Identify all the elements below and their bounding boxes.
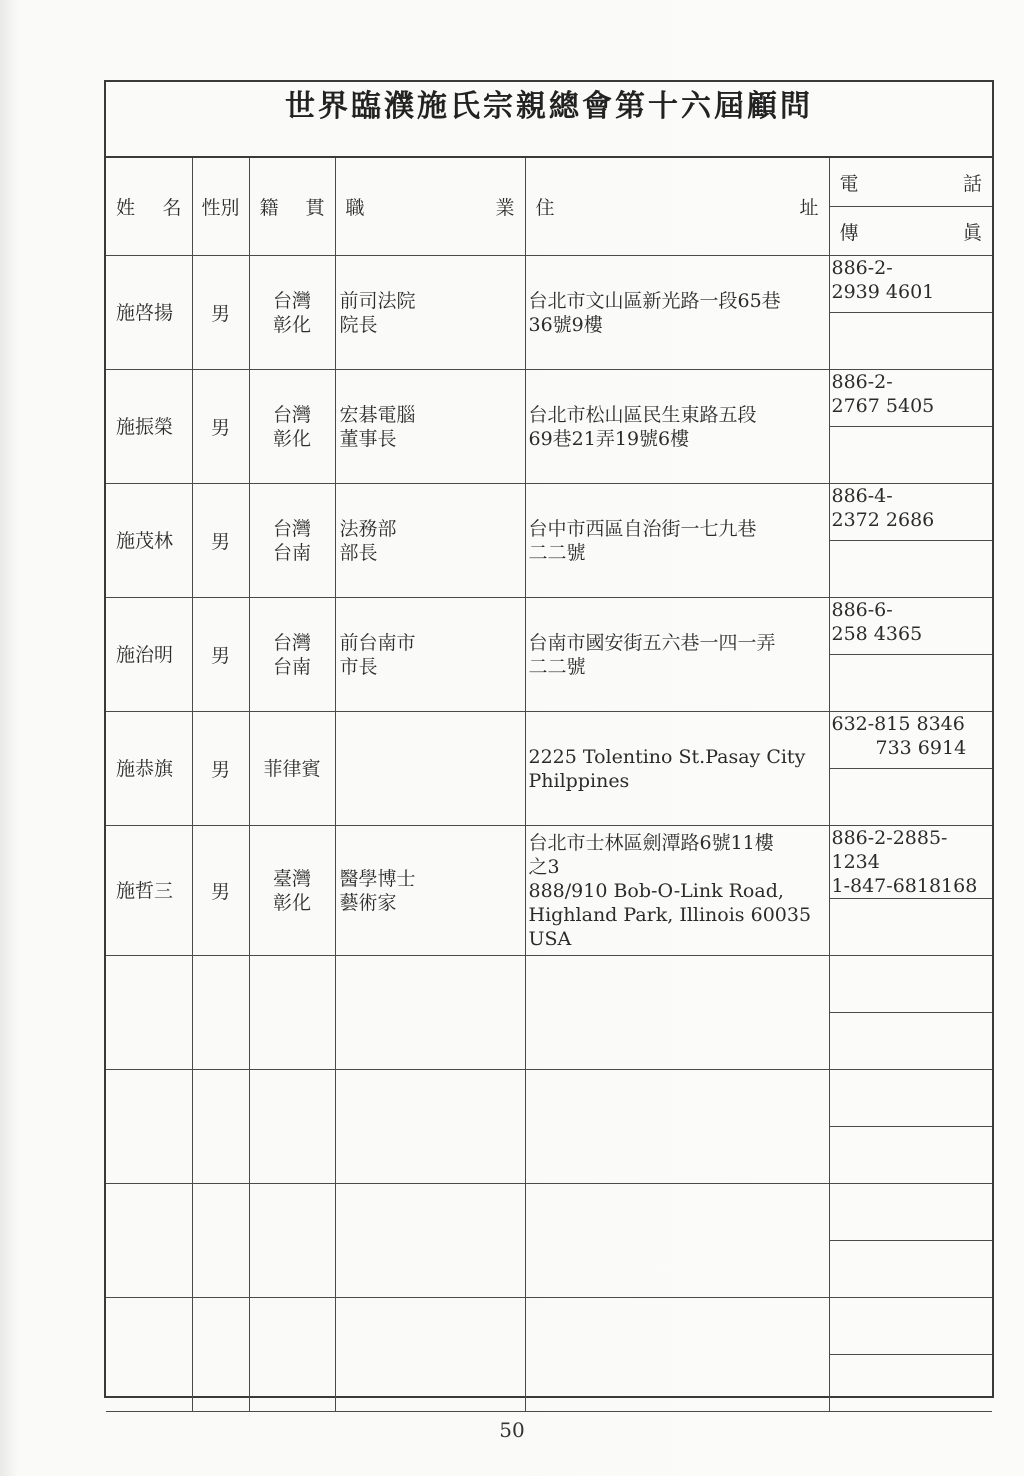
advisor-gender: 男 (192, 484, 249, 598)
advisor-origin (249, 256, 335, 370)
advisor-phone (829, 598, 992, 655)
origin-line: 彰化 (272, 891, 311, 914)
address-line: 69巷21弄19號6樓 (528, 427, 690, 450)
advisor-address (525, 598, 829, 712)
occupation-line: 宏碁電腦 (339, 403, 416, 426)
occupation-line: 市長 (339, 655, 378, 678)
advisor-address (525, 826, 829, 956)
origin-line: 台灣 (272, 289, 311, 312)
origin-line: 彰化 (272, 427, 311, 450)
occupation-line: 董事長 (339, 427, 397, 450)
advisor-gender: 男 (192, 712, 249, 826)
empty-cell (249, 1298, 335, 1412)
address-line: 台中市西區自治街一七九巷 (528, 517, 757, 540)
phone-line: 2939 4601 (831, 281, 935, 303)
header-row (106, 158, 992, 207)
empty-cell (192, 1298, 249, 1412)
advisor-name: 施哲三 (106, 826, 192, 956)
occupation-line: 院長 (339, 313, 378, 336)
occupation-line: 部長 (339, 541, 378, 564)
phone-line: 733 6914 (875, 737, 967, 759)
table-row (106, 826, 992, 899)
advisor-name: 施啓揚 (106, 256, 192, 370)
empty-fax-cell (829, 1241, 992, 1298)
empty-cell (106, 956, 192, 1070)
advisor-origin (249, 712, 335, 826)
advisor-address (525, 712, 829, 826)
advisor-origin (249, 826, 335, 956)
origin-line: 台灣 (272, 631, 311, 654)
phone-line: 2372 2686 (831, 509, 935, 531)
occupation-line: 藝術家 (339, 891, 397, 914)
page-title: 世界臨濮施氏宗親總會第十六屆顧問 (106, 82, 992, 158)
advisor-name: 施恭旗 (106, 712, 192, 826)
page-number: 50 (499, 1418, 525, 1442)
advisor-fax (829, 769, 992, 826)
table-row (106, 370, 992, 427)
empty-cell (106, 1184, 192, 1298)
address-line: 2225 Tolentino St.Pasay City (528, 745, 806, 768)
address-line: 台北市松山區民生東路五段 (528, 403, 757, 426)
header-origin: 籍 貫 (249, 158, 335, 256)
phone-line: 632-815 8346 (831, 713, 965, 735)
header-name: 姓 名 (106, 158, 192, 256)
table-row (106, 598, 992, 655)
header-gender: 性別 (192, 158, 249, 256)
empty-fax-cell (829, 1013, 992, 1070)
address-line: Highland Park, Illinois 60035 USA (528, 903, 812, 950)
occupation-line: 前司法院 (339, 289, 416, 312)
advisor-phone (829, 712, 992, 769)
header-fax: 傳 眞 (829, 207, 992, 256)
empty-row (106, 1070, 992, 1127)
advisor-origin (249, 370, 335, 484)
advisor-address (525, 256, 829, 370)
address-line: Philppines (528, 769, 630, 792)
advisor-phone (829, 484, 992, 541)
empty-cell (249, 1184, 335, 1298)
empty-phone-cell (829, 1298, 992, 1355)
origin-line: 菲律賓 (263, 757, 321, 780)
advisor-fax (829, 541, 992, 598)
address-line: 二二號 (528, 655, 586, 678)
advisor-name: 施振榮 (106, 370, 192, 484)
advisor-name: 施茂林 (106, 484, 192, 598)
phone-line: 2767 5405 (831, 395, 935, 417)
origin-line: 台灣 (272, 517, 311, 540)
advisor-occupation (335, 826, 525, 956)
address-line: 台北市士林區劍潭路6號11樓 (528, 831, 774, 854)
address-line: 二二號 (528, 541, 586, 564)
advisor-table-frame (104, 80, 994, 1398)
empty-row (106, 956, 992, 1013)
empty-fax-cell (829, 1127, 992, 1184)
table-row (106, 712, 992, 769)
advisor-origin (249, 484, 335, 598)
empty-cell (192, 956, 249, 1070)
empty-phone-cell (829, 1070, 992, 1127)
empty-cell (525, 1184, 829, 1298)
address-line: 36號9樓 (528, 313, 603, 336)
phone-line: 886-2-2885-1234 (831, 827, 948, 873)
advisor-origin (249, 598, 335, 712)
address-line: 台北市文山區新光路一段65巷 (528, 289, 781, 312)
header-occupation: 職 業 (335, 158, 525, 256)
advisor-fax (829, 899, 992, 956)
phone-line: 258 4365 (831, 623, 923, 645)
address-line: 888/910 Bob-O-Link Road, (528, 879, 784, 902)
origin-line: 台南 (272, 655, 311, 678)
empty-cell (106, 1298, 192, 1412)
empty-cell (249, 1070, 335, 1184)
empty-fax-cell (829, 1355, 992, 1412)
empty-cell (525, 1298, 829, 1412)
empty-phone-cell (829, 1184, 992, 1241)
advisor-name: 施治明 (106, 598, 192, 712)
occupation-line: 醫學博士 (339, 867, 416, 890)
phone-line: 886-4- (831, 485, 893, 507)
advisor-address (525, 370, 829, 484)
advisor-occupation (335, 370, 525, 484)
empty-phone-cell (829, 956, 992, 1013)
phone-line: 886-2- (831, 371, 893, 393)
origin-line: 臺灣 (272, 867, 311, 890)
advisor-phone (829, 256, 992, 313)
address-line: 台南市國安街五六巷一四一弄 (528, 631, 776, 654)
origin-line: 彰化 (272, 313, 311, 336)
advisor-table (106, 158, 992, 1412)
empty-cell (525, 1070, 829, 1184)
advisor-gender: 男 (192, 826, 249, 956)
address-line: 之3 (528, 855, 560, 878)
advisor-phone (829, 826, 992, 899)
empty-cell (249, 956, 335, 1070)
advisor-address (525, 484, 829, 598)
advisor-gender: 男 (192, 256, 249, 370)
header-address: 住 址 (525, 158, 829, 256)
empty-cell (192, 1184, 249, 1298)
advisor-occupation (335, 598, 525, 712)
phone-line: 886-6- (831, 599, 893, 621)
empty-row (106, 1298, 992, 1355)
advisor-occupation (335, 484, 525, 598)
header-phone: 電 話 (829, 158, 992, 207)
occupation-line: 前台南市 (339, 631, 416, 654)
advisor-gender: 男 (192, 370, 249, 484)
empty-cell (106, 1070, 192, 1184)
advisor-fax (829, 655, 992, 712)
phone-line: 1-847-6818168 (831, 875, 978, 897)
origin-line: 台南 (272, 541, 311, 564)
origin-line: 台灣 (272, 403, 311, 426)
occupation-line: 法務部 (339, 517, 397, 540)
empty-cell (192, 1070, 249, 1184)
advisor-fax (829, 427, 992, 484)
empty-cell (525, 956, 829, 1070)
advisor-fax (829, 313, 992, 370)
advisor-phone (829, 370, 992, 427)
empty-cell (335, 1298, 525, 1412)
empty-cell (335, 956, 525, 1070)
empty-cell (335, 1184, 525, 1298)
empty-row (106, 1184, 992, 1241)
phone-line: 886-2- (831, 257, 893, 279)
table-row (106, 484, 992, 541)
advisor-occupation (335, 256, 525, 370)
empty-cell (335, 1070, 525, 1184)
advisor-occupation (335, 712, 525, 826)
advisor-gender: 男 (192, 598, 249, 712)
table-row (106, 256, 992, 313)
